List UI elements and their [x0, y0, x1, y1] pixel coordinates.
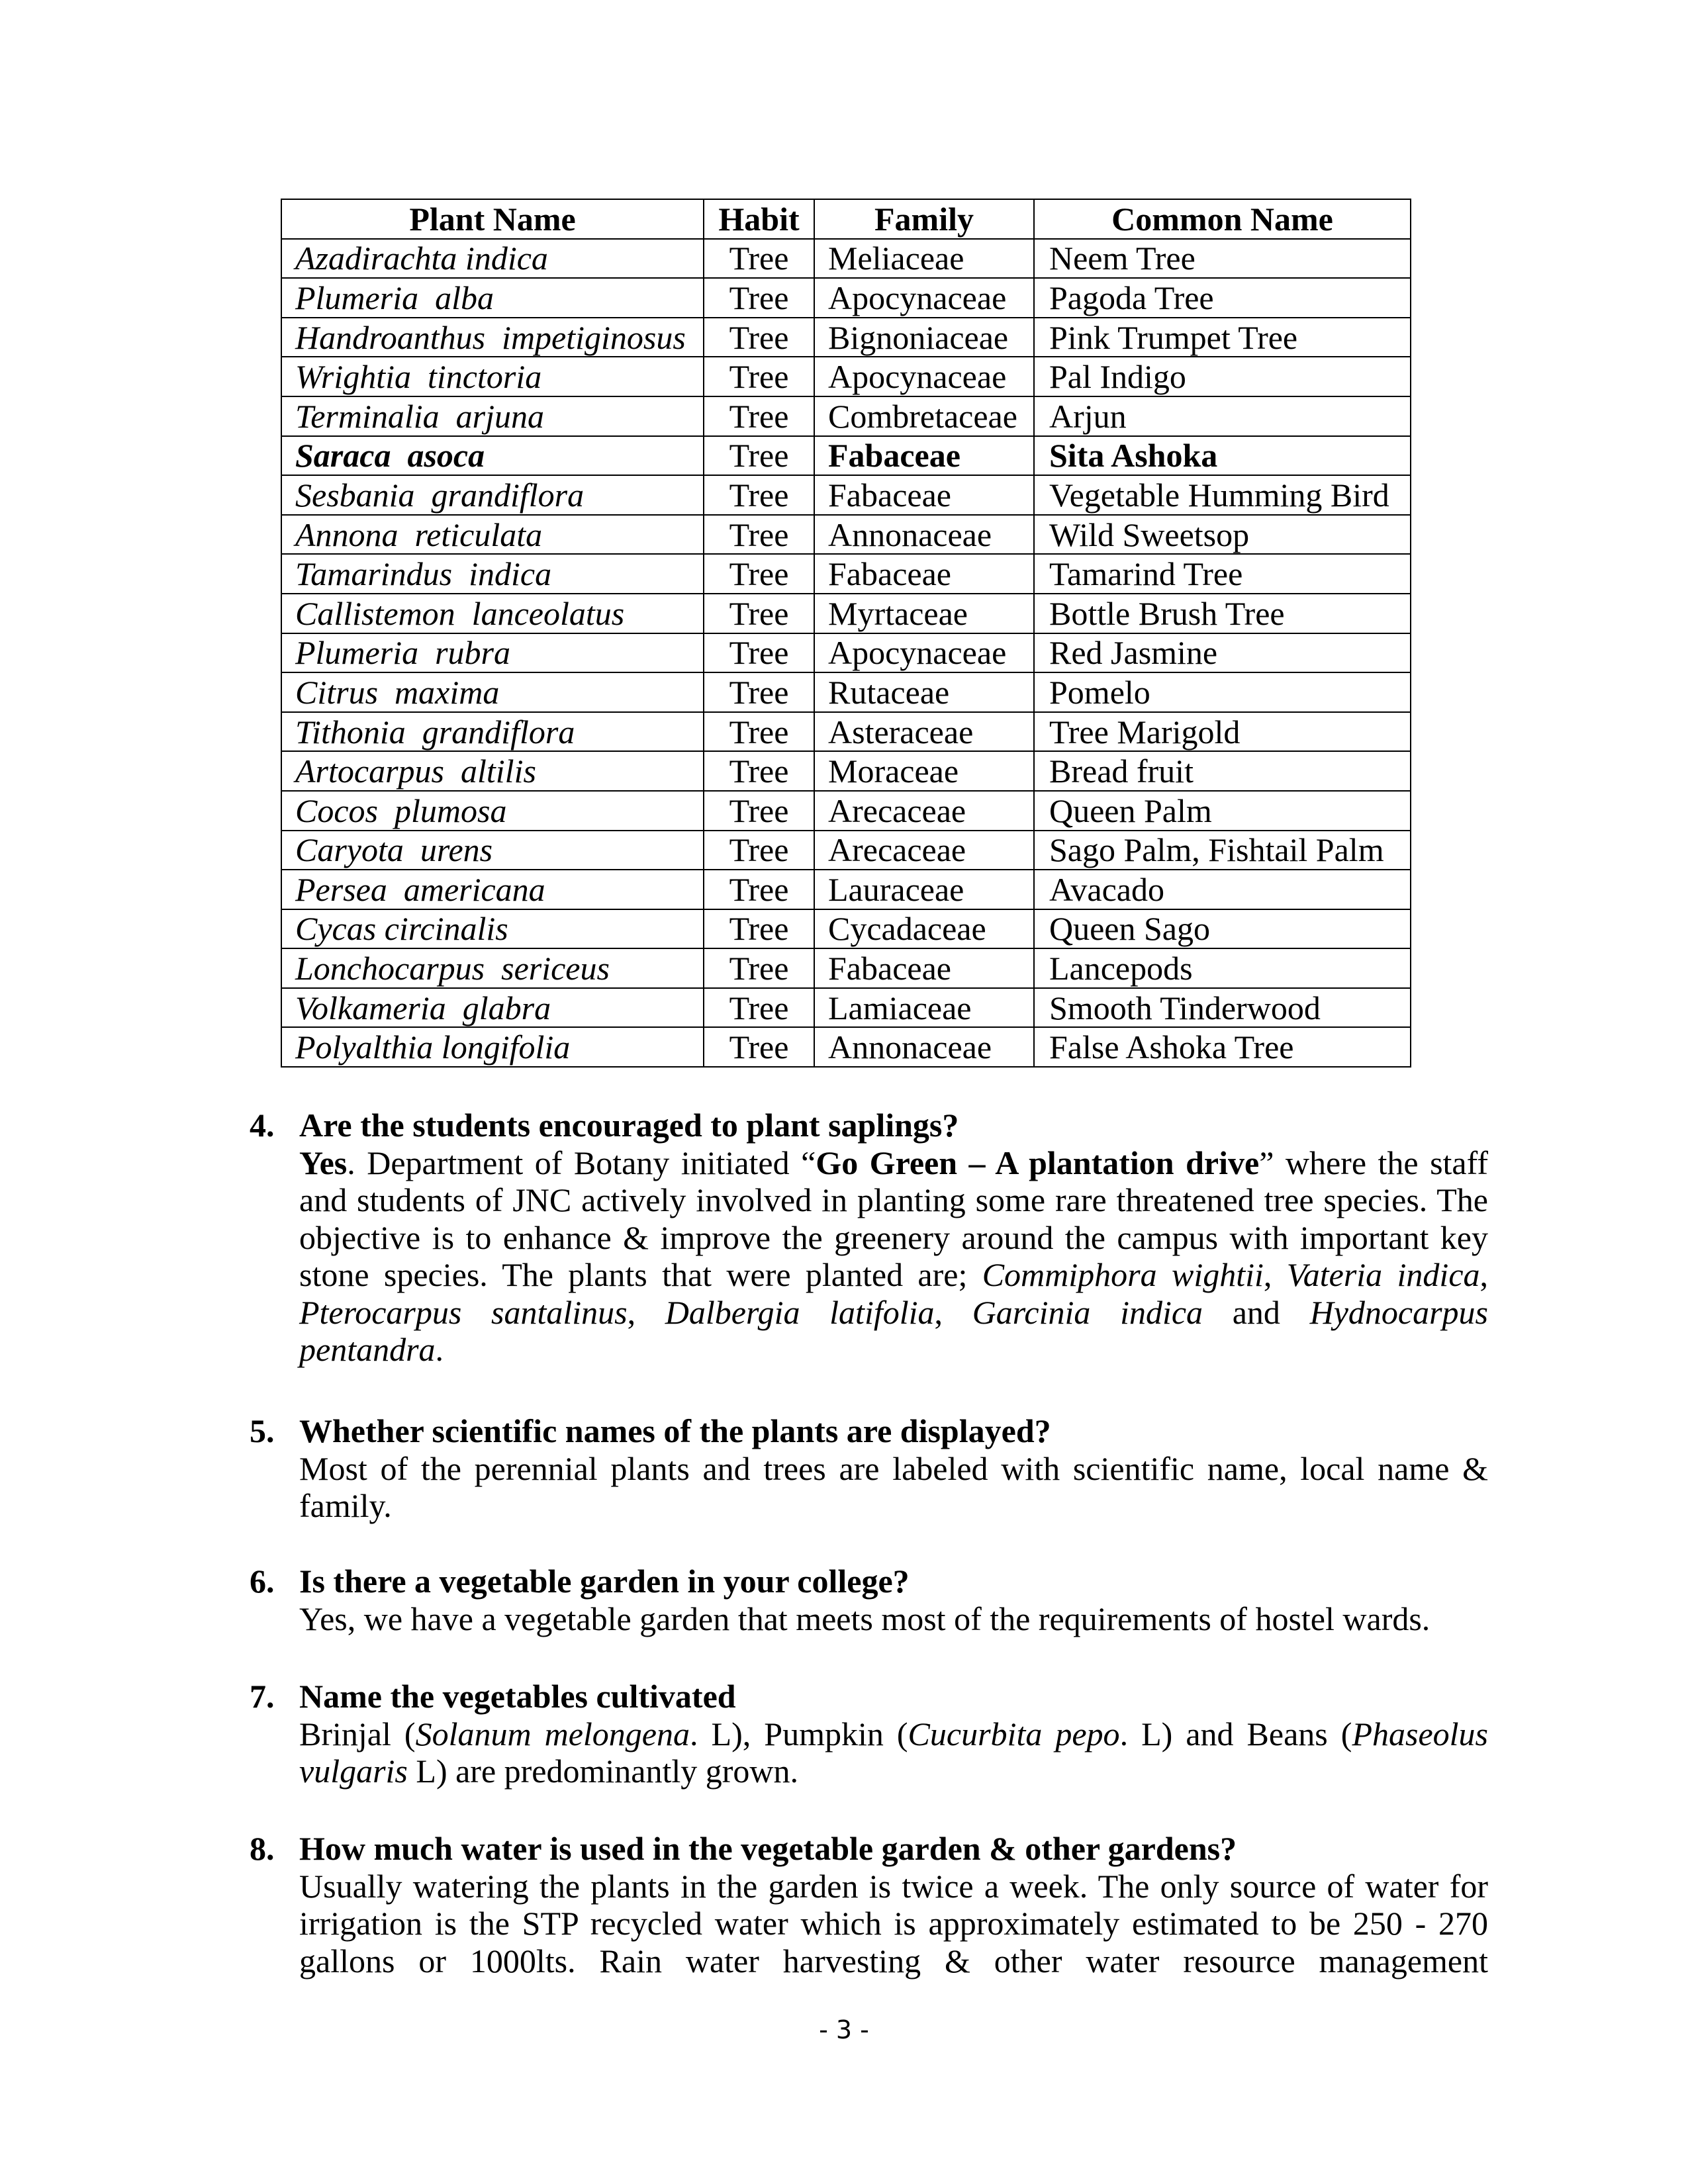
common-name-cell: Vegetable Humming Bird: [1034, 475, 1411, 515]
answer-fragment: and: [1203, 1293, 1310, 1331]
family-cell: Rutaceae: [814, 672, 1034, 712]
table-row: [281, 712, 1411, 752]
question-8-section: [250, 1830, 1488, 1979]
question-5-section: [250, 1412, 1488, 1525]
species-name: Solanum melongena: [415, 1715, 690, 1752]
table-row: [281, 239, 1411, 279]
page-number: - 3 -: [819, 2015, 869, 2044]
table-row: [281, 988, 1411, 1028]
family-cell: Combretaceae: [814, 396, 1034, 436]
family-cell: Apocynaceae: [814, 357, 1034, 396]
family-cell: Fabaceae: [814, 475, 1034, 515]
species-name: Garcinia indica: [972, 1293, 1203, 1331]
common-name-cell: Neem Tree: [1034, 239, 1411, 279]
family-cell: Annonaceae: [814, 1027, 1034, 1067]
question-6-section: [250, 1563, 1488, 1637]
answer-line: Usually watering the plants in the garden is twice a week. The only source of water for: [299, 1867, 1488, 1905]
answer-yes: Yes: [299, 1144, 348, 1181]
table-row: [281, 554, 1411, 594]
common-name-cell: Sita Ashoka: [1034, 436, 1411, 476]
answer-fragment: L) are predominantly grown.: [407, 1752, 798, 1790]
family-cell: Apocynaceae: [814, 278, 1034, 318]
species-name: Dalbergia latifolia: [665, 1293, 935, 1331]
common-name-cell: Pomelo: [1034, 672, 1411, 712]
habit-cell: Tree: [704, 791, 814, 831]
habit-cell: Tree: [704, 594, 814, 633]
table-row: [281, 672, 1411, 712]
table-row: [281, 357, 1411, 396]
table-row: [281, 594, 1411, 633]
habit-cell: Tree: [704, 515, 814, 555]
habit-cell: Tree: [704, 870, 814, 909]
family-cell: Fabaceae: [814, 436, 1034, 476]
family-cell: Arecaceae: [814, 831, 1034, 870]
common-name-cell: Bread fruit: [1034, 751, 1411, 791]
plant-name-cell: Plumeria alba: [281, 278, 704, 318]
family-cell: Myrtaceae: [814, 594, 1034, 633]
common-name-cell: Queen Sago: [1034, 909, 1411, 949]
plant-name-cell: Polyalthia longifolia: [281, 1027, 704, 1067]
common-name-cell: Wild Sweetsop: [1034, 515, 1411, 555]
table-row: [281, 396, 1411, 436]
plant-table-body: [281, 239, 1411, 1067]
family-cell: Bignoniaceae: [814, 318, 1034, 357]
common-name-cell: Tree Marigold: [1034, 712, 1411, 752]
question-heading: Whether scientific names of the plants are displayed?: [299, 1412, 1051, 1449]
habit-cell: Tree: [704, 751, 814, 791]
header-family: Family: [814, 199, 1034, 239]
question-heading: Are the students encouraged to plant saplings?: [299, 1107, 959, 1144]
plant-name-cell: Terminalia arjuna: [281, 396, 704, 436]
table-row: [281, 1027, 1411, 1067]
family-cell: Lauraceae: [814, 870, 1034, 909]
question-heading: Name the vegetables cultivated: [299, 1678, 736, 1715]
table-row: [281, 909, 1411, 949]
plant-name-cell: Cocos plumosa: [281, 791, 704, 831]
question-7-section: [250, 1678, 1488, 1790]
answer-fragment: ,: [934, 1293, 972, 1331]
family-cell: Fabaceae: [814, 554, 1034, 594]
species-name: Vateria indica: [1286, 1256, 1480, 1293]
habit-cell: Tree: [704, 909, 814, 949]
species-name: Pterocarpus santalinus: [299, 1293, 628, 1331]
table-row: [281, 791, 1411, 831]
question-number: 7.: [250, 1678, 275, 1715]
species-name: Cucurbita pepo: [908, 1715, 1120, 1752]
table-row: [281, 948, 1411, 988]
plant-name-cell: Saraca asoca: [281, 436, 704, 476]
header-habit: Habit: [704, 199, 814, 239]
plant-name-cell: Artocarpus altilis: [281, 751, 704, 791]
plant-name-cell: Lonchocarpus sericeus: [281, 948, 704, 988]
table-row: [281, 436, 1411, 476]
question-4-section: [250, 1107, 1488, 1369]
common-name-cell: Red Jasmine: [1034, 633, 1411, 673]
habit-cell: Tree: [704, 633, 814, 673]
table-row: [281, 751, 1411, 791]
plantation-drive-name: Go Green – A plantation drive: [816, 1144, 1260, 1181]
family-cell: Arecaceae: [814, 791, 1034, 831]
question-number: 4.: [250, 1107, 275, 1144]
answer-fragment: . Department of Botany initiated “: [347, 1144, 816, 1181]
answer-text: Yes, we have a vegetable garden that meets most of the requirements of hostel wards.: [299, 1600, 1430, 1637]
common-name-cell: Bottle Brush Tree: [1034, 594, 1411, 633]
plant-name-cell: Handroanthus impetiginosus: [281, 318, 704, 357]
family-cell: Apocynaceae: [814, 633, 1034, 673]
family-cell: Cycadaceae: [814, 909, 1034, 949]
plant-name-cell: Tithonia grandiflora: [281, 712, 704, 752]
question-number: 5.: [250, 1412, 275, 1449]
answer-fragment: . L) and Beans (: [1119, 1715, 1352, 1752]
table-row: [281, 831, 1411, 870]
plant-name-cell: Sesbania grandiflora: [281, 475, 704, 515]
question-heading: How much water is used in the vegetable garden & other gardens?: [299, 1830, 1237, 1867]
family-cell: Meliaceae: [814, 239, 1034, 279]
question-number: 6.: [250, 1563, 275, 1600]
habit-cell: Tree: [704, 475, 814, 515]
habit-cell: Tree: [704, 239, 814, 279]
answer-line: gallons or 1000lts. Rain water harvesting & other water resource management: [299, 1942, 1488, 1979]
answer-fragment: ” where the staff and students of JNC actively involved in planting some rare threatened tree species. The objective is to enhance & improve the greenery around the campus with important key stone species. The plants that were planted are;: [299, 1144, 1489, 1293]
table-row: [281, 278, 1411, 318]
answer-fragment: ,: [1263, 1256, 1287, 1293]
family-cell: Lamiaceae: [814, 988, 1034, 1028]
habit-cell: Tree: [704, 831, 814, 870]
habit-cell: Tree: [704, 278, 814, 318]
habit-cell: Tree: [704, 988, 814, 1028]
table-row: [281, 475, 1411, 515]
common-name-cell: False Ashoka Tree: [1034, 1027, 1411, 1067]
table-row: [281, 870, 1411, 909]
habit-cell: Tree: [704, 554, 814, 594]
common-name-cell: Arjun: [1034, 396, 1411, 436]
header-common-name: Common Name: [1034, 199, 1411, 239]
plant-name-cell: Caryota urens: [281, 831, 704, 870]
table-row: [281, 515, 1411, 555]
answer-fragment: . L), Pumpkin (: [690, 1715, 908, 1752]
table-row: [281, 633, 1411, 673]
plant-name-cell: Volkameria glabra: [281, 988, 704, 1028]
question-heading: Is there a vegetable garden in your college?: [299, 1563, 910, 1600]
plant-name-cell: Cycas circinalis: [281, 909, 704, 949]
plant-name-cell: Callistemon lanceolatus: [281, 594, 704, 633]
habit-cell: Tree: [704, 318, 814, 357]
habit-cell: Tree: [704, 1027, 814, 1067]
plant-name-cell: Annona reticulata: [281, 515, 704, 555]
answer-fragment: ,: [1479, 1256, 1489, 1293]
species-name: Phaseolus vulgaris: [299, 1715, 1488, 1790]
common-name-cell: Pagoda Tree: [1034, 278, 1411, 318]
habit-cell: Tree: [704, 436, 814, 476]
species-name: Hydnocarpus pentandra: [299, 1293, 1489, 1368]
plant-name-cell: Persea americana: [281, 870, 704, 909]
habit-cell: Tree: [704, 357, 814, 396]
family-cell: Asteraceae: [814, 712, 1034, 752]
species-name: Commiphora wightii: [982, 1256, 1264, 1293]
question-number: 8.: [250, 1830, 275, 1867]
plant-name-cell: Wrightia tinctoria: [281, 357, 704, 396]
plant-name-cell: Plumeria rubra: [281, 633, 704, 673]
habit-cell: Tree: [704, 396, 814, 436]
plant-table: [281, 199, 1411, 1068]
answer-line: irrigation is the STP recycled water which is approximately estimated to be 250 - 270: [299, 1905, 1488, 1942]
common-name-cell: Pink Trumpet Tree: [1034, 318, 1411, 357]
common-name-cell: Queen Palm: [1034, 791, 1411, 831]
plant-name-cell: Azadirachta indica: [281, 239, 704, 279]
common-name-cell: Smooth Tinderwood: [1034, 988, 1411, 1028]
header-plant-name: Plant Name: [281, 199, 704, 239]
habit-cell: Tree: [704, 672, 814, 712]
answer-text: Most of the perennial plants and trees are labeled with scientific name, local name & family.: [299, 1449, 1488, 1524]
plant-name-cell: Tamarindus indica: [281, 554, 704, 594]
table-header-row: [281, 199, 1411, 239]
plant-name-cell: Citrus maxima: [281, 672, 704, 712]
family-cell: Moraceae: [814, 751, 1034, 791]
answer-text: [299, 1715, 1488, 1790]
answer-fragment: ,: [627, 1293, 665, 1331]
answer-text: [299, 1144, 1488, 1369]
answer-fragment: Brinjal (: [299, 1715, 416, 1752]
family-cell: Annonaceae: [814, 515, 1034, 555]
common-name-cell: Sago Palm, Fishtail Palm: [1034, 831, 1411, 870]
habit-cell: Tree: [704, 712, 814, 752]
common-name-cell: Avacado: [1034, 870, 1411, 909]
habit-cell: Tree: [704, 948, 814, 988]
answer-fragment: .: [435, 1331, 444, 1368]
common-name-cell: Pal Indigo: [1034, 357, 1411, 396]
table-row: [281, 318, 1411, 357]
common-name-cell: Tamarind Tree: [1034, 554, 1411, 594]
common-name-cell: Lancepods: [1034, 948, 1411, 988]
family-cell: Fabaceae: [814, 948, 1034, 988]
